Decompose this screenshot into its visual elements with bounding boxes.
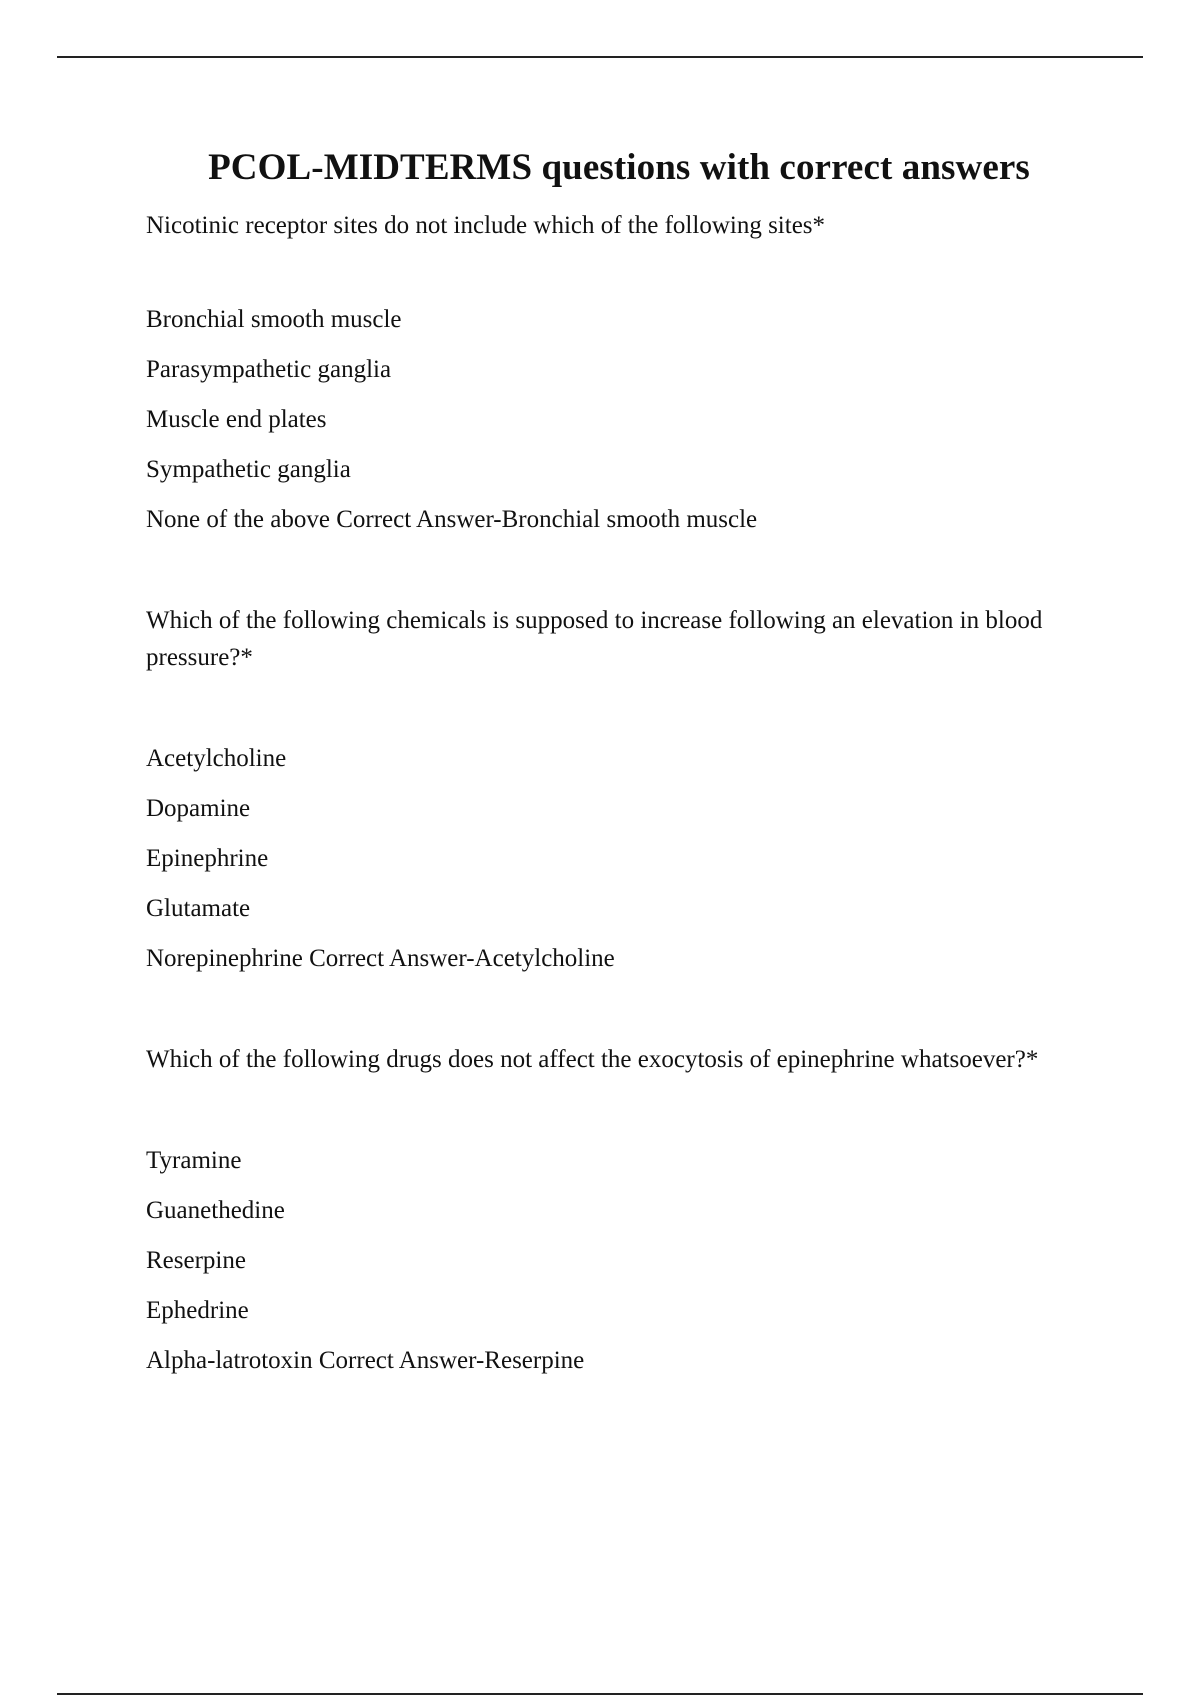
document-body [146,141,1096,1379]
option-item: Glutamate [146,895,251,922]
options-list [146,740,1096,977]
question-text: Which of the following drugs does not affect the exocytosis of epinephrine whatsoever?* [146,1046,1039,1073]
option-item: Reserpine [146,1247,246,1274]
option-item-answer: None of the above Correct Answer-Bronchial smooth muscle [146,506,758,533]
option-item: Parasympathetic ganglia [146,356,392,383]
option-item-answer: Norepinephrine Correct Answer-Acetylcholine [146,945,615,972]
question-text: Nicotinic receptor sites do not include which of the following sites* [146,212,826,239]
header-rule [57,56,1143,58]
footer-rule [57,1693,1143,1695]
option-item: Sympathetic ganglia [146,456,351,483]
options-list [146,301,1096,538]
option-item: Bronchial smooth muscle [146,306,402,333]
option-item: Guanethedine [146,1197,285,1224]
question-block-1 [146,207,1096,538]
question-block-3 [146,1041,1096,1379]
option-item: Ephedrine [146,1297,249,1324]
option-item: Acetylcholine [146,745,287,772]
option-item: Dopamine [146,795,251,822]
option-item: Epinephrine [146,845,269,872]
options-list [146,1142,1096,1379]
question-text: Which of the following chemicals is supposed to increase following an elevation in blood pressure?* [146,607,1043,671]
document-title: PCOL-MIDTERMS questions with correct answers [208,147,1030,188]
option-item-answer: Alpha-latrotoxin Correct Answer-Reserpine [146,1347,585,1374]
option-item: Muscle end plates [146,406,327,433]
option-item: Tyramine [146,1147,242,1174]
question-block-2 [146,602,1096,977]
